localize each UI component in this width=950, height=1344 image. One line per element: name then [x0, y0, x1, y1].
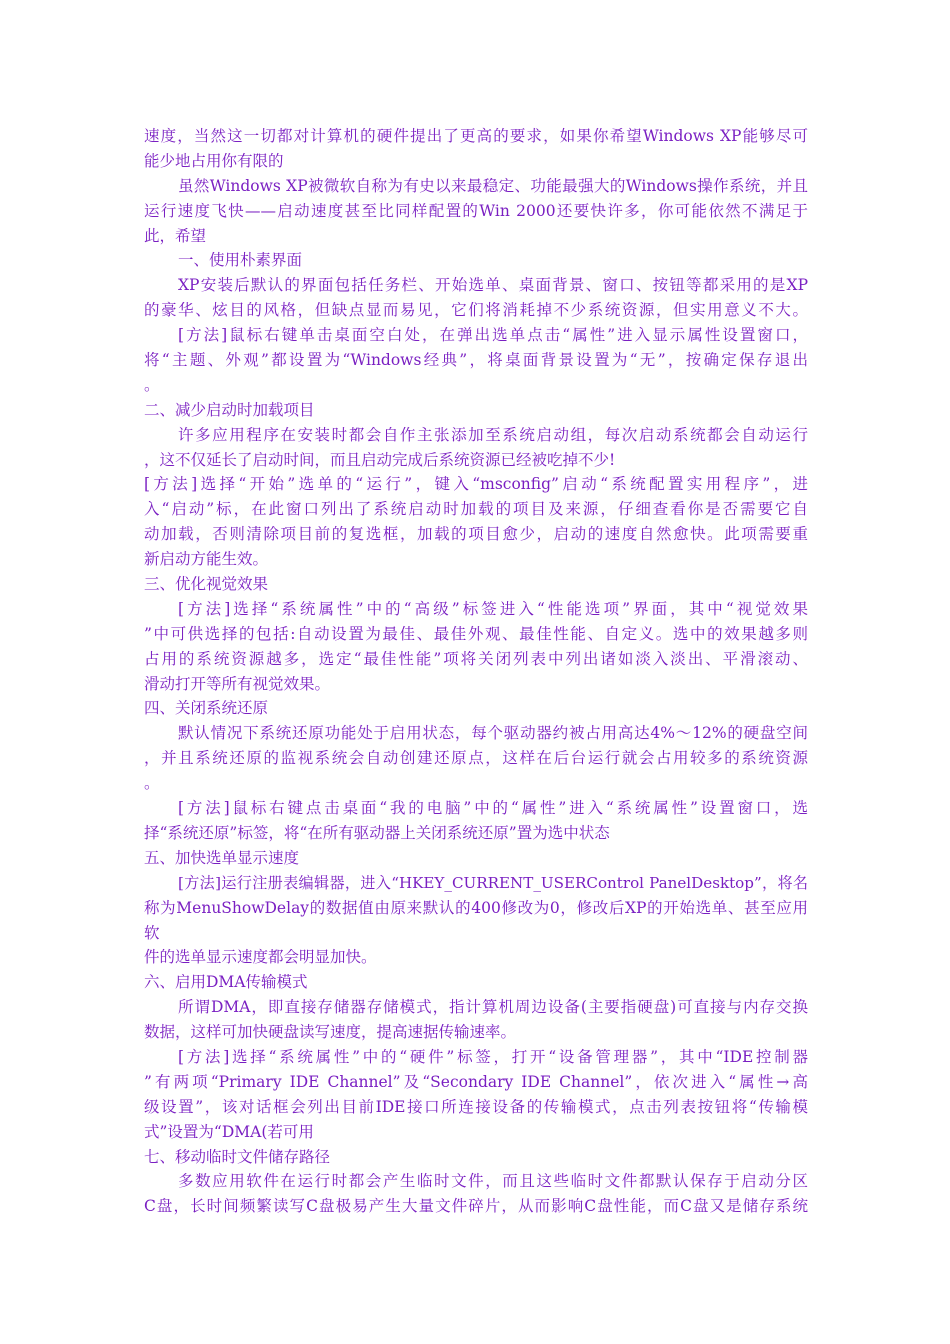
text-line: 的豪华、炫目的风格，但缺点显而易见，它们将消耗掉不少系统资源，但实用意义不大。	[144, 301, 808, 320]
text-line: 五、加快选单显示速度	[144, 848, 300, 867]
text-line: 。	[144, 774, 160, 793]
document-body	[144, 124, 808, 1219]
text-line: 级设置”，该对话框会列出目前IDE接口所连接设备的传输模式，点击列表按钮将“传输模	[144, 1097, 808, 1116]
text-line: 数据，这样可加快硬盘读写速度，提高速据传输速率。	[144, 1023, 517, 1042]
text-line: [方法]鼠标右键单击桌面空白处，在弹出选单点击“属性”进入显示属性设置窗口，	[178, 326, 808, 345]
text-line: 七、移动临时文件储存路径	[144, 1147, 331, 1166]
text-line: 虽然Windows XP被微软自称为有史以来最稳定、功能最强大的Windows操作系统，并且	[178, 176, 808, 195]
text-line: 运行速度飞快——启动速度甚至比同样配置的Win 2000还要快许多，你可能依然不满足于	[144, 201, 808, 220]
text-line: 能少地占用你有限的	[144, 151, 284, 170]
text-line: 动加载，否则清除项目前的复选框，加载的项目愈少，启动的速度自然愈快。此项需要重	[144, 525, 808, 544]
text-line: 占用的系统资源越多，选定“最佳性能”项将关闭列表中列出诸如淡入淡出、平滑滚动、	[144, 649, 808, 668]
text-line: [方法]运行注册表编辑器，进入“HKEY_CURRENT_USERControl PanelDesktop”，将名	[178, 873, 808, 892]
text-line: ”中可供选择的包括:自动设置为最佳、最佳外观、最佳性能、自定义。选中的效果越多则	[144, 624, 808, 643]
text-line: 多数应用软件在运行时都会产生临时文件，而且这些临时文件都默认保存于启动分区	[178, 1172, 808, 1191]
text-line: 式”设置为“DMA(若可用	[144, 1122, 314, 1141]
text-line: 二、减少启动时加载项目	[144, 400, 315, 419]
text-line: 所谓DMA，即直接存储器存储模式，指计算机周边设备(主要指硬盘)可直接与内存交换	[178, 998, 808, 1017]
text-line: ”有两项“Primary IDE Channel”及“Secondary IDE Channel”，依次进入“属性→高	[144, 1072, 808, 1091]
text-line: [方法]鼠标右键点击桌面“我的电脑”中的“属性”进入“系统属性”设置窗口，选	[178, 799, 808, 818]
text-line: 滑动打开等所有视觉效果。	[144, 674, 331, 693]
text-line: 入“启动”标，在此窗口列出了系统启动时加载的项目及来源，仔细查看你是否需要它自	[144, 500, 808, 519]
text-line: 三、优化视觉效果	[144, 575, 269, 594]
text-line: 软	[144, 923, 160, 942]
text-line: 新启动方能生效。	[144, 550, 269, 569]
text-line: XP安装后默认的界面包括任务栏、开始选单、桌面背景、窗口、按钮等都采用的是XP	[178, 276, 808, 295]
text-line: 将“主题、外观”都设置为“Windows经典”，将桌面背景设置为“无”，按确定保存退出	[144, 351, 808, 370]
text-line: ，并且系统还原的监视系统会自动创建还原点，这样在后台运行就会占用较多的系统资源	[144, 749, 808, 768]
text-line: 件的选单显示速度都会明显加快。	[144, 948, 377, 967]
text-line: C盘，长时间频繁读写C盘极易产生大量文件碎片，从而影响C盘性能，而C盘又是储存系统	[144, 1197, 808, 1216]
text-line: [方法]选择“系统属性”中的“硬件”标签，打开“设备管理器”，其中“IDE控制器	[178, 1047, 808, 1066]
text-line: [方法]选择“系统属性”中的“高级”标签进入“性能选项”界面，其中“视觉效果	[178, 599, 808, 618]
text-line: 速度，当然这一切都对计算机的硬件提出了更高的要求，如果你希望Windows XP能够尽可	[144, 127, 808, 145]
text-line: [方法]选择“开始”选单的“运行”，键入“msconfig”启动“系统配置实用程序”，进	[144, 475, 808, 494]
text-line: 默认情况下系统还原功能处于启用状态，每个驱动器约被占用高达4%～12%的硬盘空间	[178, 724, 808, 743]
text-line: 六、启用DMA传输模式	[144, 973, 308, 992]
text-line: 一、使用朴素界面	[178, 251, 303, 270]
text-line: 择“系统还原”标签，将“在所有驱动器上关闭系统还原”置为选中状态	[144, 823, 610, 842]
text-line: 称为MenuShowDelay的数据值由原来默认的400修改为0，修改后XP的开始选单、甚至应用	[144, 898, 808, 917]
text-line: ，这不仅延长了启动时间，而且启动完成后系统资源已经被吃掉不少!	[144, 450, 616, 469]
text-line: 许多应用程序在安装时都会自作主张添加至系统启动组，每次启动系统都会自动运行	[178, 425, 808, 444]
text-line: 此，希望	[144, 226, 207, 245]
text-line: 。	[144, 375, 160, 394]
text-line: 四、关闭系统还原	[144, 699, 269, 718]
